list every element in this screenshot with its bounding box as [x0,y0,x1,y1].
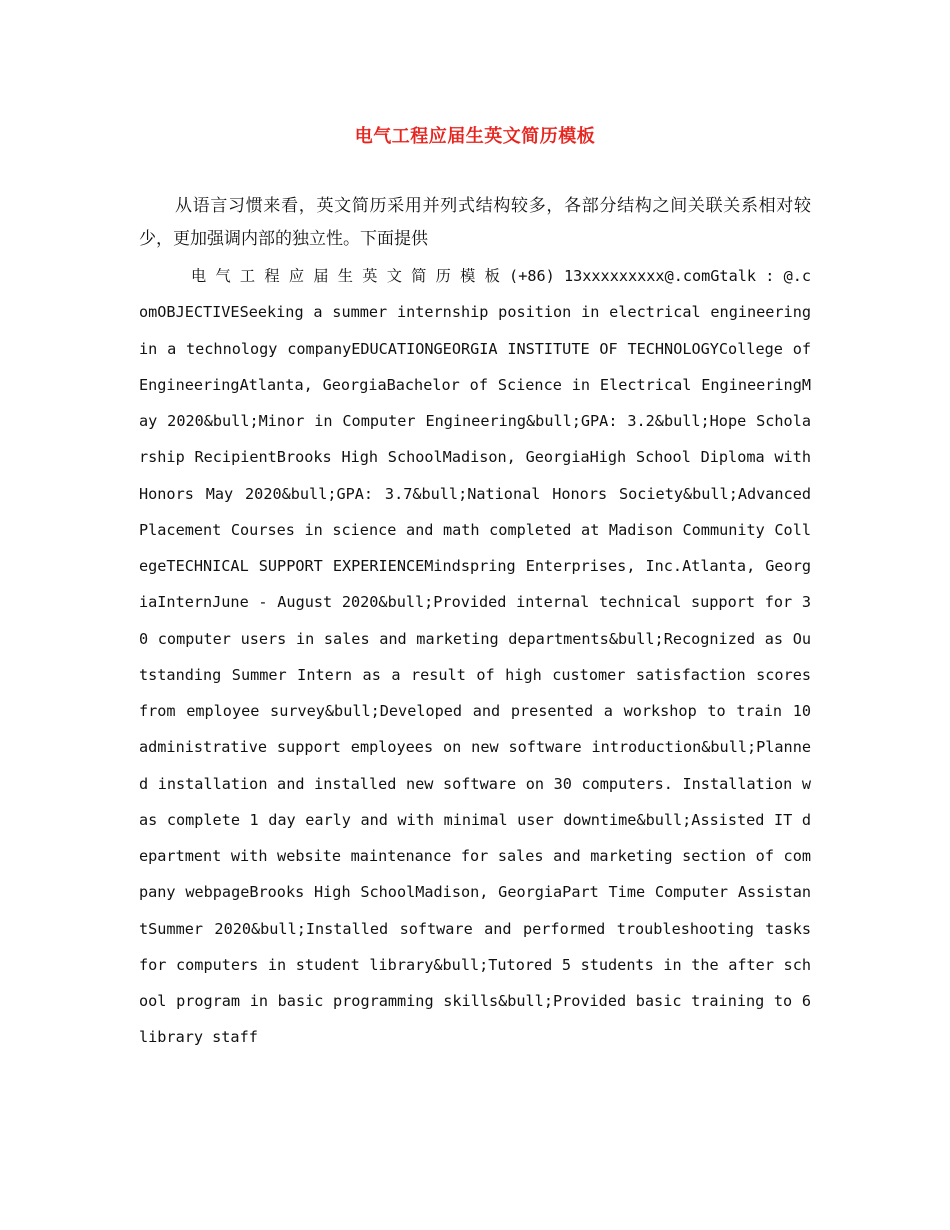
resume-body-paragraph: 电 气 工 程 应 届 生 英 文 简 历 模 板 (+86) 13xxxxxxxxx@.comGtalk : @.comOBJECTIVESeeking a summer internship position in electrical engineering in a technology companyEDUCATIONGEORGIA INSTITUTE OF TECHNOLOGYCollege of EngineeringAtlanta, GeorgiaBachelor of Science in Electrical EngineeringMay 2020&bull;Minor in Computer Engineering&bull;GPA: 3.2&bull;Hope Scholarship RecipientBrooks High SchoolMadison, GeorgiaHigh School Diploma with Honors May 2020&bull;GPA: 3.7&bull;National Honors Society&bull;Advanced Placement Courses in science and math completed at Madison Community CollegeTECHNICAL SUPPORT EXPERIENCEMindspring Enterprises, Inc.Atlanta, GeorgiaInternJune - August 2020&bull;Provided internal technical support for 30 computer users in sales and marketing departments&bull;Recognized as Outstanding Summer Intern as a result of high customer satisfaction scores from employee survey&bull;Developed and presented a workshop to train 10 administrative support employees on new software introduction&bull;Planned installation and installed new software on 30 computers. Installation was complete 1 day early and with minimal user downtime&bull;Assisted IT department with website maintenance for sales and marketing section of company webpageBrooks High SchoolMadison, GeorgiaPart Time Computer AssistantSummer 2020&bull;Installed software and performed troubleshooting tasks for computers in student library&bull;Tutored 5 students in the after school program in basic programming skills&bull;Provided basic training to 6 library staff [139,267,811,1047]
intro-paragraph: 从语言习惯来看，英文简历采用并列式结构较多，各部分结构之间关联关系相对较少，更加强调内部的独立性。下面提供 [139,196,811,249]
document-title: 电气工程应届生英文简历模板 [354,126,596,147]
